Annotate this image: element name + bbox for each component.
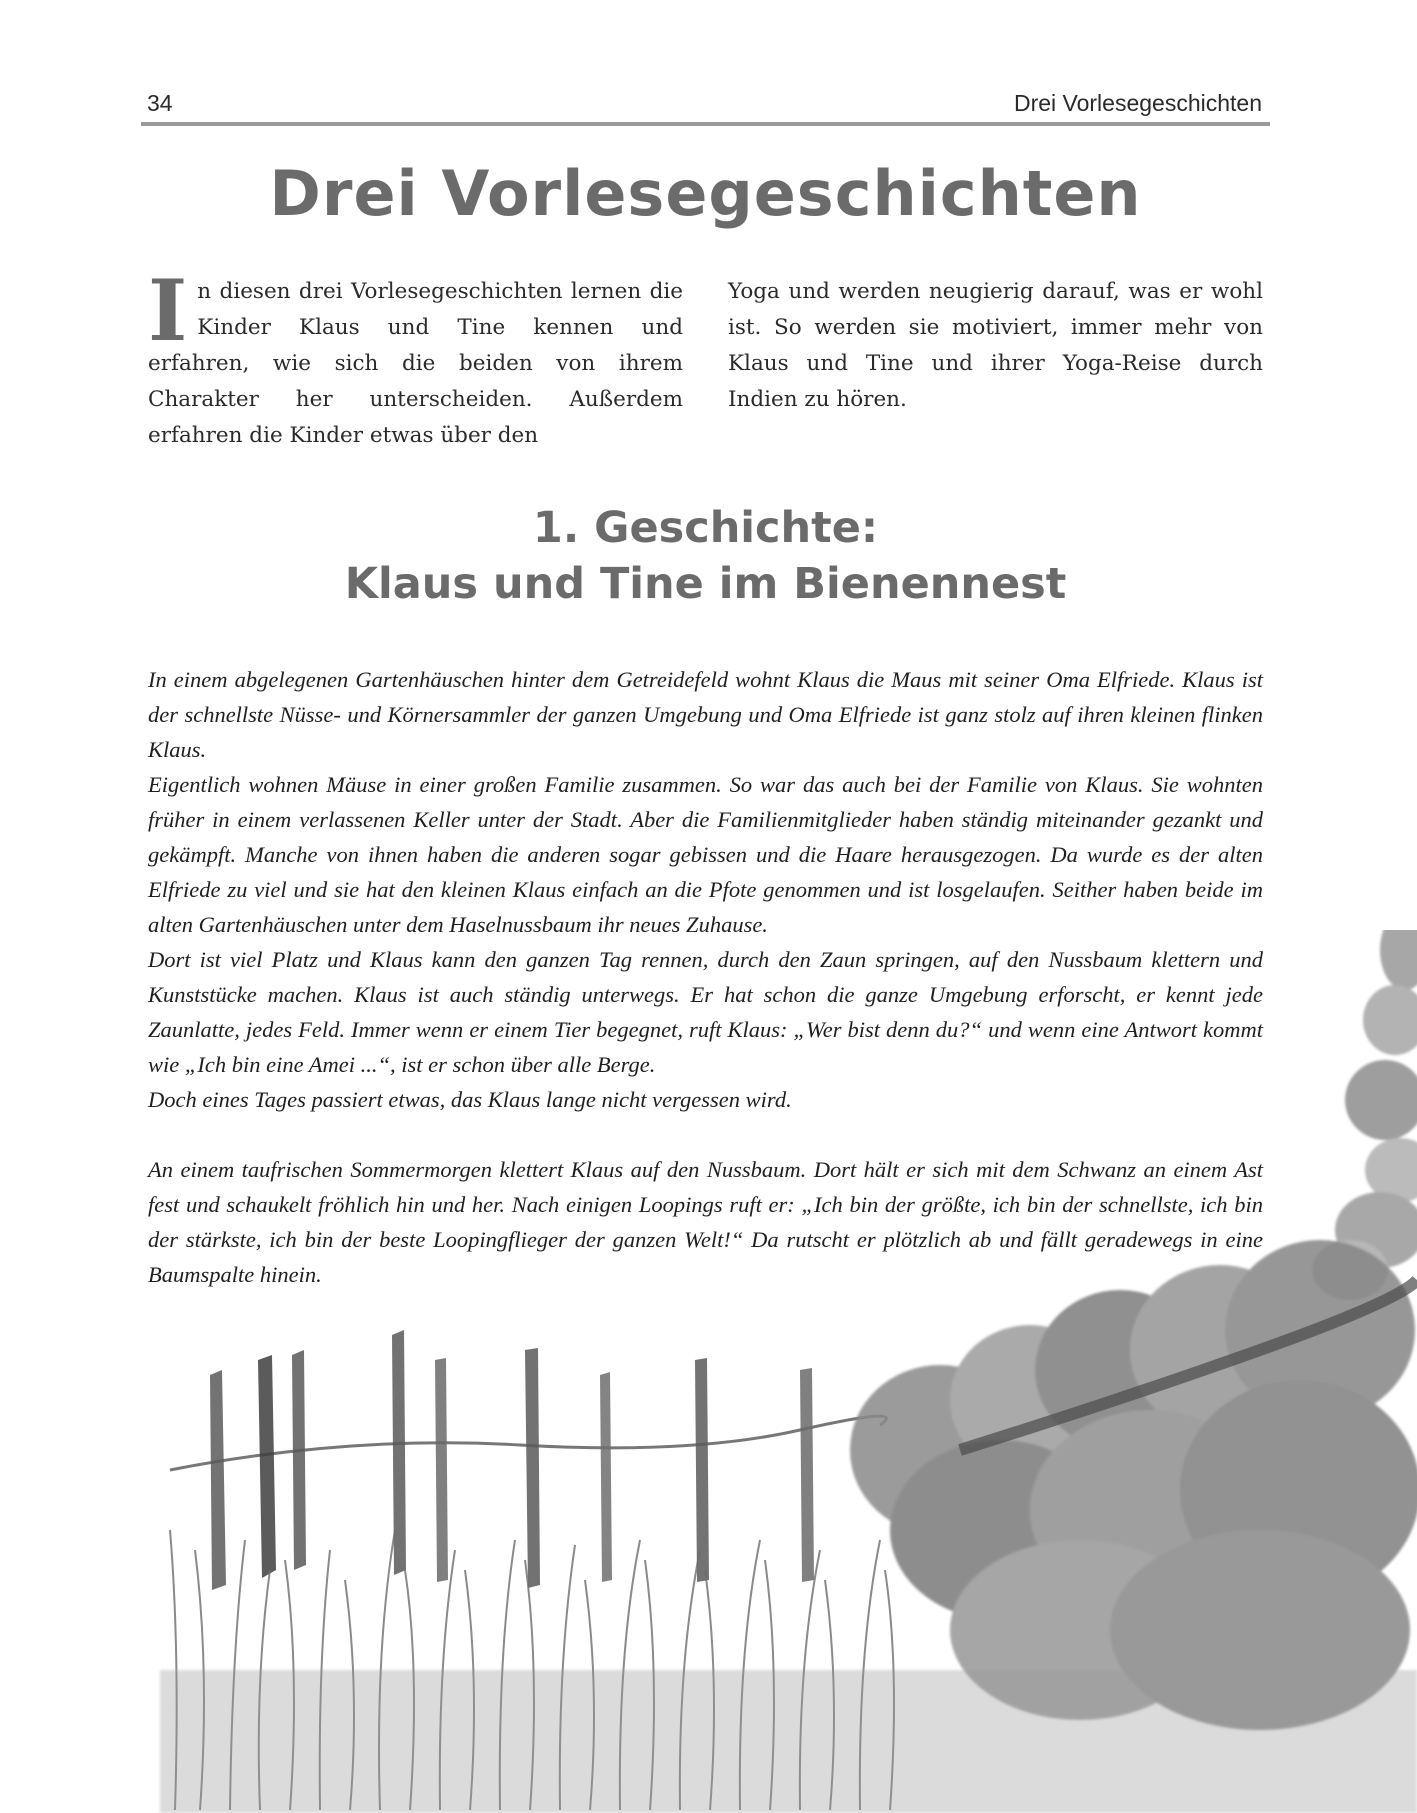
running-title: Drei Vorlesegeschichten <box>1013 90 1262 116</box>
fence-posts <box>210 1330 814 1590</box>
grass-base <box>160 1670 1417 1813</box>
section-title-line-1: 1. Geschichte: <box>532 503 879 553</box>
intro-column-left <box>148 261 683 454</box>
drop-cap: I <box>148 261 188 360</box>
story-paragraph: Dort ist viel Platz und Klaus kann den ganzen Tag rennen, durch den Zaun springen, auf den Nussbaum klettern und Kunststücke machen. Klaus ist auch ständig unterwegs. Er hat schon die ganze Umgebung erforscht, er kennt jede Zaunlatte, jedes Feld. Immer wenn er einem Tier begegnet, ruft Klaus: „Wer bist denn du?“ und wenn eine Antwort kommt wie „Ich bin eine Amei ...“, ist er schon über alle Berge. <box>148 947 1263 1077</box>
page-number: 34 <box>147 90 173 116</box>
story-paragraph: In einem abgelegenen Gartenhäuschen hinter dem Getreidefeld wohnt Klaus die Maus mit seiner Oma Elfriede. Klaus ist der schnellste Nüsse- und Körnersammler der ganzen Umgebung und Oma Elfriede ist ganz stolz auf ihren kleinen flinken Klaus. <box>148 667 1263 762</box>
section-title <box>141 500 1270 612</box>
story-paragraph: An einem taufrischen Sommermorgen klettert Klaus auf den Nussbaum. Dort hält er sich mit dem Schwanz an einem Ast fest und schaukelt fröhlich hin und her. Nach einigen Loopings ruft er: „Ich bin der größte, ich bin der schnellste, ich bin der stärkste, ich bin der beste Loopingflieger der ganzen Welt!“ Da rutscht er plötzlich ab und fällt geradewegs in eine Baumspalte hinein. <box>148 1157 1263 1287</box>
story-paragraph: Eigentlich wohnen Mäuse in einer großen Familie zusammen. So war das auch bei der Familie von Klaus. Sie wohnten früher in einem verlassenen Keller unter der Stadt. Aber die Familienmitglieder haben ständig miteinander gezankt und gekämpft. Manche von ihnen haben die anderen sogar gebissen und die Haare herausgezogen. Da wurde es der alten Elfriede zu viel und sie hat den kleinen Klaus einfach an die Pfote genommen und ist losgelaufen. Seither haben beide im alten Gartenhäuschen unter dem Haselnussbaum ihr neues Zuhause. <box>148 772 1263 937</box>
bush <box>850 1240 1417 1730</box>
page-title: Drei Vorlesegeschichten <box>269 157 1142 230</box>
intro-left-text: n diesen drei Vorlesegeschichten lernen die Kinder Klaus und Tine kennen und erfahren, wie sich die beiden von ihrem Charakter her unterscheiden. Außerdem erfahren die Kinder etwas über den <box>148 279 683 448</box>
section-title-line-2: Klaus und Tine im Bienennest <box>344 559 1067 609</box>
intro-column-right: Yoga und werden neugierig darauf, was er wohl ist. So werden sie motiviert, immer mehr von Klaus und Tine und ihrer Yoga-Reise durch Indien zu hören. <box>728 279 1263 412</box>
story-paragraph: Doch eines Tages passiert etwas, das Klaus lange nicht vergessen wird. <box>148 1087 792 1112</box>
running-header <box>141 86 1270 126</box>
fence-and-bush-illustration <box>0 930 1417 1813</box>
